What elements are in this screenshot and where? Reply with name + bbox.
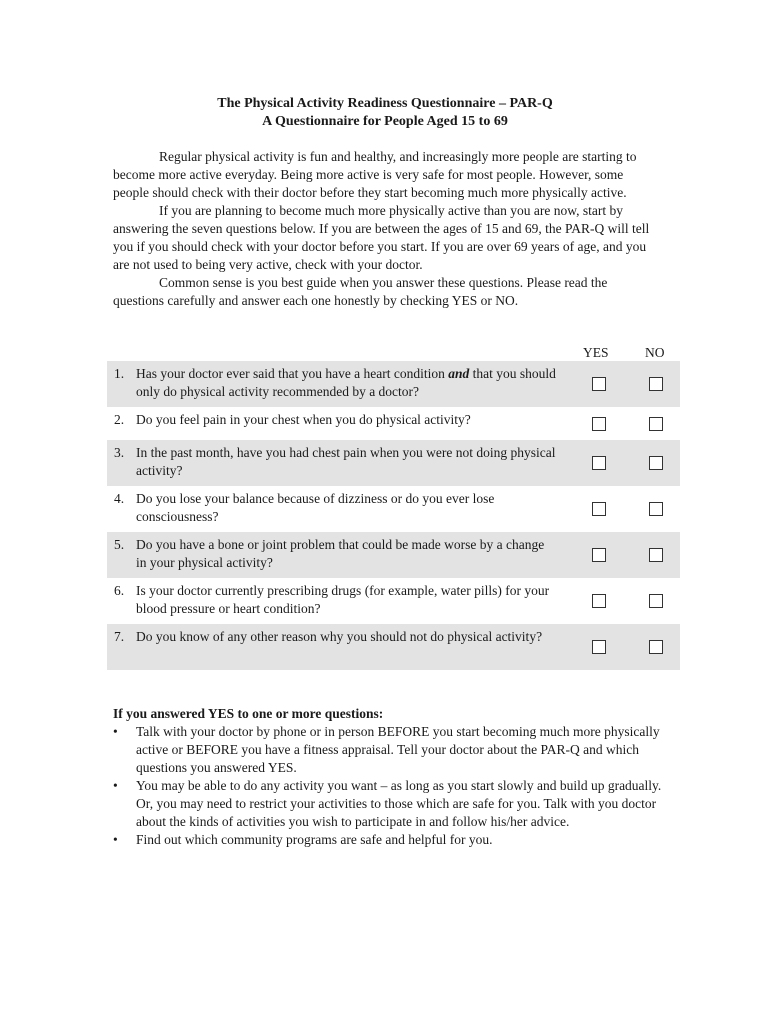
question-text — [136, 536, 556, 572]
intro-text — [113, 148, 653, 310]
question-text — [136, 411, 556, 429]
question-row — [107, 407, 680, 440]
guidance-bullet-text: Talk with your doctor by phone or in person BEFORE you start becoming much more physically active or BEFORE you have a fitness appraisal. Tell your doctor about the PAR-Q and which questions you answered YES. — [136, 724, 660, 775]
yes-guidance-section — [113, 705, 663, 849]
no-checkbox[interactable] — [649, 548, 663, 562]
guidance-bullet-text: You may be able to do any activity you want – as long as you start slowly and build up gradually. Or, you may need to restrict your activities to those which are safe for you. Talk with you doctor about the kinds of activities you wish to participate in and follow his/her advice. — [136, 778, 662, 829]
question-row — [107, 532, 680, 578]
yes-guidance-heading: If you answered YES to one or more questions: — [113, 706, 384, 721]
question-text-part: that you should only do physical activity recommended by a doctor? — [136, 366, 556, 399]
title-line-2: A Questionnaire for People Aged 15 to 69 — [262, 114, 508, 129]
no-column-header: NO — [645, 345, 665, 360]
title-line-1: The Physical Activity Readiness Questionnaire – PAR-Q — [217, 96, 553, 111]
question-text-part: Do you feel pain in your chest when you do physical activity? — [136, 412, 471, 427]
yes-checkbox[interactable] — [592, 456, 606, 470]
yes-checkbox[interactable] — [592, 417, 606, 431]
yes-checkbox[interactable] — [592, 594, 606, 608]
question-text-part: In the past month, have you had chest pain when you were not doing physical activity? — [136, 445, 556, 478]
question-row — [107, 578, 680, 624]
no-checkbox[interactable] — [649, 377, 663, 391]
question-number: 4. — [114, 491, 125, 506]
question-row — [107, 624, 680, 670]
yes-checkbox[interactable] — [592, 502, 606, 516]
question-text-part: Has your doctor ever said that you have a heart condition — [136, 366, 449, 381]
question-text — [136, 365, 556, 401]
question-text — [136, 582, 556, 618]
yes-checkbox[interactable] — [592, 377, 606, 391]
no-checkbox[interactable] — [649, 456, 663, 470]
question-text-part: Do you lose your balance because of dizziness or do you ever lose consciousness? — [136, 491, 495, 524]
question-text — [136, 628, 556, 646]
yes-checkbox[interactable] — [592, 548, 606, 562]
guidance-bullet-text: Find out which community programs are safe and helpful for you. — [136, 832, 493, 847]
no-checkbox[interactable] — [649, 502, 663, 516]
questions-table — [107, 361, 680, 670]
yes-checkbox[interactable] — [592, 640, 606, 654]
intro-paragraph-2: If you are planning to become much more physically active than you are now, start by answering the seven questions below. If you are between the ages of 15 and 69, the PAR-Q will tell you if you should check with your doctor before you start. If you are over 69 years of age, and you are not used to being very active, check with your doctor. — [113, 203, 650, 272]
question-number: 7. — [114, 629, 125, 644]
intro-paragraph-3: Common sense is you best guide when you answer these questions. Please read the questions carefully and answer each one honestly by checking YES or NO. — [113, 275, 608, 308]
bullet-icon: • — [113, 724, 118, 739]
question-row — [107, 486, 680, 532]
guidance-bullet-item — [113, 831, 663, 849]
guidance-bullet-item — [113, 777, 663, 831]
yes-column-header: YES — [583, 345, 609, 360]
question-row — [107, 440, 680, 486]
question-text-part: Is your doctor currently prescribing drugs (for example, water pills) for your blood pressure or heart condition? — [136, 583, 550, 616]
no-checkbox[interactable] — [649, 594, 663, 608]
question-text — [136, 490, 556, 526]
question-number: 3. — [114, 445, 125, 460]
no-checkbox[interactable] — [649, 417, 663, 431]
intro-paragraph-1: Regular physical activity is fun and healthy, and increasingly more people are starting to become more active everyday. Being more active is very safe for most people. However, some people should check with their doctor before they start becoming much more physically active. — [113, 149, 637, 200]
question-text-part: Do you know of any other reason why you should not do physical activity? — [136, 629, 543, 644]
question-number: 6. — [114, 583, 125, 598]
question-text — [136, 444, 556, 480]
question-number: 1. — [114, 366, 125, 381]
document-title — [0, 95, 770, 131]
no-checkbox[interactable] — [649, 640, 663, 654]
bullet-icon: • — [113, 832, 118, 847]
guidance-bullet-item — [113, 723, 663, 777]
question-row — [107, 361, 680, 407]
question-text-part: Do you have a bone or joint problem that could be made worse by a change in your physical activity? — [136, 537, 545, 570]
question-number: 2. — [114, 412, 125, 427]
question-emphasis: and — [448, 366, 470, 381]
bullet-icon: • — [113, 778, 118, 793]
yes-guidance-list — [113, 723, 663, 849]
question-number: 5. — [114, 537, 125, 552]
